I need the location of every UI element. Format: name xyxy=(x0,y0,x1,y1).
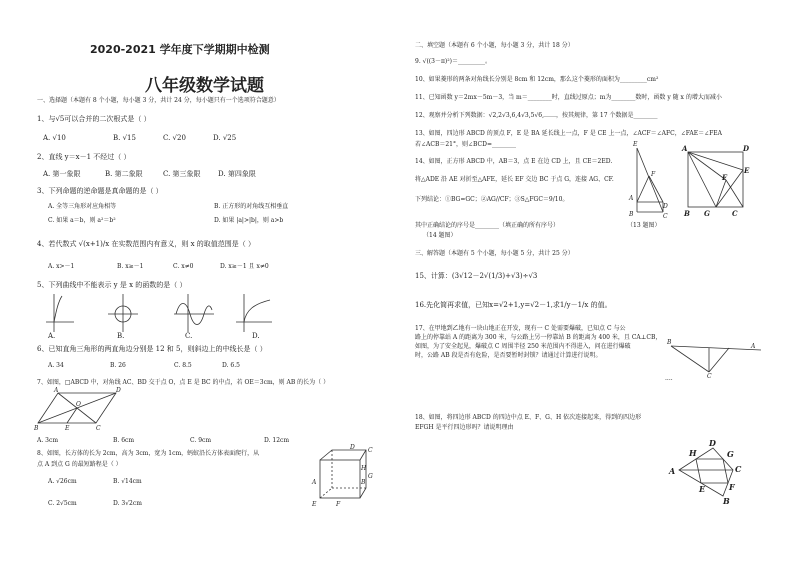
q4-stem: 4、若代数式 √(x+1)/x 在实数范围内有意义，则 x 的取值范围是（ ） xyxy=(37,240,256,248)
svg-text:C: C xyxy=(96,425,101,432)
q14-text-line2: 将△ADE 沿 AE 对折至△AFE，延长 EF 交边 BC 于点 G，连接 AG、CF. xyxy=(415,176,614,183)
q16-text: 16.先化简再求值，已知x=√2+1,y=√2－1,求1/y－1/x 的值。 xyxy=(415,301,612,309)
svg-text:E: E xyxy=(633,141,638,148)
q1-option-b: B. √15 xyxy=(113,134,136,142)
q12-text: 12、观察并分析下列数据：√2,2√3,6,4√3,5√6,……，按其规律，第 17 个数据是________ xyxy=(415,112,658,119)
q6-option-b: B. 26 xyxy=(110,362,126,369)
svg-text:E: E xyxy=(312,501,317,508)
q3-option-b: B. 正方形的对角线互相垂直 xyxy=(214,203,289,210)
q1-option-a: A. √10 xyxy=(43,134,66,142)
q2-option-b: B. 第二象限 xyxy=(105,170,143,178)
q17-figure xyxy=(667,336,767,381)
q14-text-line1: 14、如图，正方形 ABCD 中，AB＝3，点 E 在边 CD 上，且 CE＝2ED. xyxy=(415,158,613,165)
svg-text:B: B xyxy=(34,425,39,432)
svg-text:A: A xyxy=(669,466,676,476)
svg-text:A: A xyxy=(312,479,317,486)
q8-stem-line1: 8、如图，长方体的长为 2cm，高为 3cm，宽为 1cm，蚂蚁沿长方体表面爬行，从 xyxy=(37,450,260,457)
svg-text:A: A xyxy=(751,343,756,350)
q6-stem: 6、已知直角三角形的两直角边分别是 12 和 5，则斜边上的中线长是（ ） xyxy=(37,345,267,353)
svg-text:C: C xyxy=(707,373,712,380)
q7-option-b: B. 6cm xyxy=(113,437,135,444)
svg-text:....: .... xyxy=(665,375,673,382)
q17-text-line1: 17、在甲地到乙地有一块山地正在开发，现有一 C 处需要爆破，已知点 C 与公 xyxy=(415,325,626,332)
svg-text:D: D xyxy=(663,203,668,210)
q4-option-a: A. x>－1 xyxy=(48,263,75,270)
section-2-heading: 二、填空题（本题有 6 个小题，每小题 3 分，共计 18 分） xyxy=(415,42,574,49)
q17-text-line2: 路上的停靠站 A 的距离为 300 米，与公路上另一停靠站 B 的距离为 400 米，且 CA⊥CB， xyxy=(415,334,662,341)
q17-text-line4: 时，公路 AB 段是否有危险，是否要暂时封锁？请通过计算进行说明。 xyxy=(415,352,602,359)
q4-option-d: D. x≥－1 且 x≠0 xyxy=(220,263,269,270)
q8-option-d: D. 3√2cm xyxy=(113,500,142,507)
q6-option-d: D. 6.5 xyxy=(222,362,240,369)
q4-option-c: C. x≠0 xyxy=(173,263,194,270)
svg-text:H: H xyxy=(689,448,697,458)
q17-text-line3: 如图，为了安全起见，爆破点 C 周围半径 250 米范围内不得进入，问在进行爆破 xyxy=(415,343,631,350)
q2-option-d: D. 第四象限 xyxy=(218,170,256,178)
svg-text:B: B xyxy=(667,339,672,346)
q3-option-a: A. 全等三角形对应角相等 xyxy=(48,203,117,210)
q7-option-a: A. 3cm xyxy=(37,437,59,444)
svg-text:D: D xyxy=(350,444,355,451)
q7-option-d: D. 12cm xyxy=(264,437,290,444)
q15-text: 15、计算：(3√12－2√(1/3)+√3)÷√3 xyxy=(415,272,538,280)
svg-text:F: F xyxy=(336,501,341,508)
q14-square-figure xyxy=(680,146,750,221)
q8-option-c: C. 2√5cm xyxy=(48,500,77,507)
q14-text-line3: 下列结论：①BG=GC；②AG//CF；③S△FGC＝9/10。 xyxy=(415,196,569,203)
svg-text:C: C xyxy=(663,213,668,220)
svg-text:A: A xyxy=(682,144,688,153)
q3-option-c: C. 如果 a＝b，则 a²＝b² xyxy=(48,217,116,224)
q6-option-c: C. 8.5 xyxy=(174,362,192,369)
q14-caption: （14 题图） xyxy=(423,232,457,239)
q8-option-a: A. √26cm xyxy=(48,478,77,485)
svg-text:D: D xyxy=(709,438,716,448)
q14-text-line4: 其中正确结论的序号是________（填正确的所有序号） xyxy=(415,222,560,229)
q5-option-d: D. xyxy=(252,332,260,340)
svg-text:E: E xyxy=(744,166,750,175)
q5-option-c: C. xyxy=(185,332,193,340)
q8-option-b: B. √14cm xyxy=(113,478,142,485)
q13-text-line1: 13、如图，四边形 ABCD 的顶点 F，E 是 BA 延长线上一点，F 是 CE 上一点，∠ACF＝∠AFC，∠FAE＝∠FEA xyxy=(415,130,722,137)
q2-stem: 2、直线 y＝x－1 不经过（ ） xyxy=(37,153,131,161)
q1-stem: 1、与√5可以合并的二次根式是（ ） xyxy=(37,115,151,123)
right-page xyxy=(397,0,794,562)
svg-text:B: B xyxy=(684,209,690,218)
q9-text: 9. √((3－π)²)＝_________。 xyxy=(415,58,491,65)
q7-parallelogram-figure xyxy=(34,387,121,432)
svg-text:C: C xyxy=(368,447,373,454)
q11-text: 11、已知函数 y＝2mx－5m－3，当 m＝________时，直线过原点；m为________数时，函数 y 随 x 的增大而减小 xyxy=(415,94,722,101)
svg-text:B: B xyxy=(361,479,366,486)
svg-text:C: C xyxy=(732,209,738,218)
q10-text: 10、如果菱形的两条对角线长分别是 8cm 和 12cm，那么这个菱形的面积为_________cm² xyxy=(415,76,659,83)
svg-text:B: B xyxy=(629,211,634,218)
q1-option-d: D. √25 xyxy=(213,134,237,142)
exam-subtitle: 八年级数学试题 xyxy=(145,76,264,96)
svg-text:G: G xyxy=(368,473,373,480)
q13-caption: （13 题图） xyxy=(627,222,661,229)
q1-option-c: C. √20 xyxy=(163,134,186,142)
q2-option-a: A. 第一象限 xyxy=(43,170,81,178)
q7-option-c: C. 9cm xyxy=(190,437,212,444)
svg-text:D: D xyxy=(116,387,121,394)
svg-text:G: G xyxy=(704,209,710,218)
svg-text:G: G xyxy=(727,449,734,459)
q18-text-line2: EFGH 是平行四边形吗？请说明理由 xyxy=(415,424,514,431)
q4-option-b: B. x≥－1 xyxy=(117,263,144,270)
exam-title: 2020-2021 学年度下学期期中检测 xyxy=(90,43,270,56)
q5-stem: 5、下列曲线中不能表示 y 是 x 的函数的是（ ） xyxy=(37,281,187,289)
q5-function-graphs xyxy=(46,292,306,337)
section-3-heading: 三、解答题（本题有 5 个小题，每小题 5 分，共计 25 分） xyxy=(415,250,574,257)
q3-option-d: D. 如果 |a|>|b|，则 a>b xyxy=(214,217,284,224)
q5-option-b: B. xyxy=(117,332,125,340)
q7-stem: 7、如图，□ABCD 中，对角线 AC、BD 交于点 O，点 E 是 BC 的中点，若 OE＝3cm，则 AB 的长为（ ） xyxy=(37,379,330,386)
svg-text:D: D xyxy=(743,144,750,153)
svg-text:F: F xyxy=(729,482,735,492)
q8-stem-line2: 点 A 到点 G 的最短路程是（ ） xyxy=(37,461,122,468)
q18-text-line1: 18、如图，将四边形 ABCD 的四边中点 E、F、G、H 依次连接起来，得到的四边形 xyxy=(415,414,642,421)
q2-option-c: C. 第三象限 xyxy=(163,170,201,178)
svg-text:E: E xyxy=(65,425,70,432)
svg-text:O: O xyxy=(76,401,81,408)
svg-text:F: F xyxy=(651,171,656,178)
q18-quadrilateral-figure xyxy=(669,440,759,505)
svg-text:A: A xyxy=(629,195,634,202)
q6-option-a: A. 34 xyxy=(48,362,64,369)
svg-text:F: F xyxy=(722,173,727,182)
svg-text:E: E xyxy=(699,484,706,494)
svg-text:H: H xyxy=(361,465,367,472)
q13-figure xyxy=(629,141,673,220)
q5-option-a: A. xyxy=(48,332,56,340)
q3-stem: 3、下列命题的逆命题是真命题的是（ ） xyxy=(37,187,163,195)
svg-text:A: A xyxy=(54,387,59,394)
svg-text:B: B xyxy=(723,496,730,506)
q8-cuboid-figure xyxy=(300,444,375,508)
section-1-heading: 一、选择题（本题有 8 个小题，每小题 3 分，共计 24 分，每小题只有一个选项符合题意） xyxy=(37,97,280,104)
svg-text:C: C xyxy=(735,464,742,474)
q13-text-line2: 若∠ACB＝21°，则∠BCD=________ xyxy=(415,141,516,148)
